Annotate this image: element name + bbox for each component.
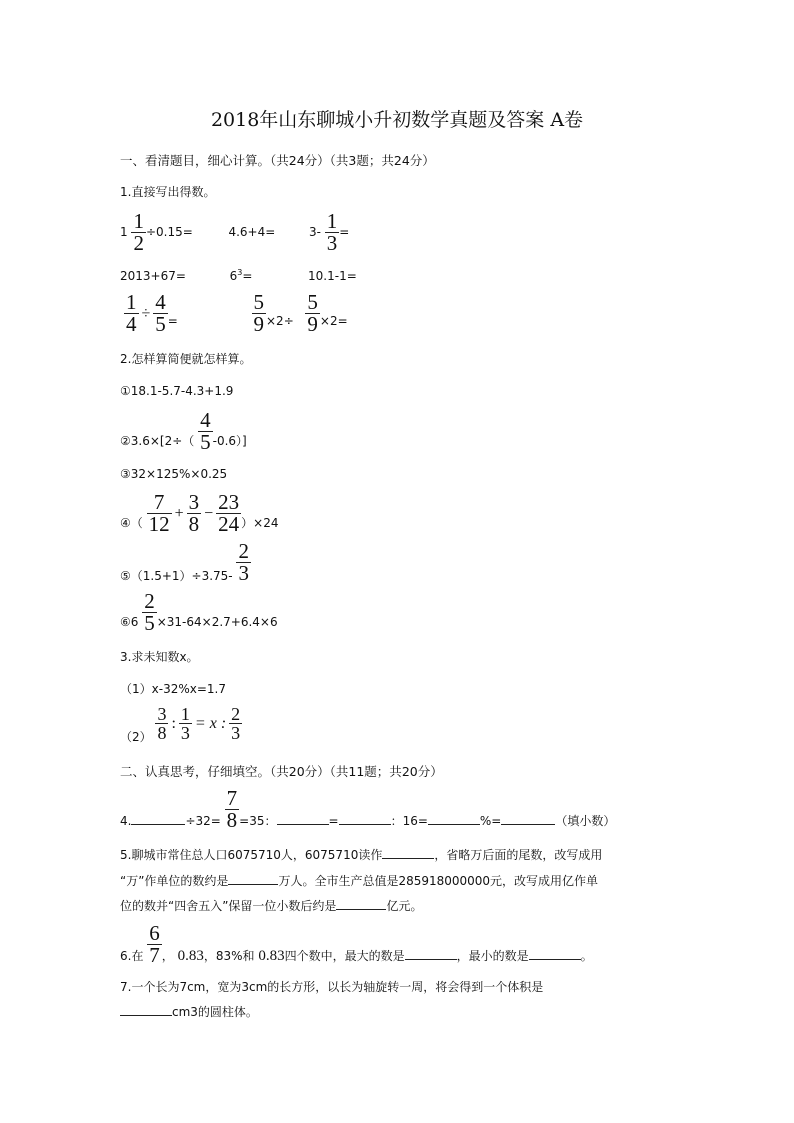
q4-colon16: ：16= — [390, 814, 428, 828]
q7-blank[interactable] — [120, 1004, 172, 1016]
q5-line-3 — [120, 897, 422, 914]
numerator: 3 — [188, 490, 200, 514]
q6 — [120, 923, 593, 966]
q1-a-fraction — [131, 211, 146, 254]
q1-h-suffix: ×2= — [319, 314, 348, 328]
q4-blank-2[interactable] — [277, 813, 329, 825]
q4-div32: ÷32= — [185, 814, 221, 828]
q5-blank-2[interactable] — [228, 873, 278, 885]
denominator: 9 — [253, 312, 264, 336]
q4-equals: = — [328, 814, 339, 828]
denominator: 8 — [226, 808, 238, 832]
numerator: 5 — [307, 290, 318, 314]
q5-line-2-a: “万”作单位的数约是 — [120, 874, 229, 888]
numerator: 7 — [153, 490, 165, 514]
q6-tail-c: 。 — [580, 949, 593, 963]
denominator: 3 — [238, 561, 249, 585]
q4-hint: （填小数） — [555, 814, 616, 828]
minus-operator: − — [204, 504, 214, 522]
denominator: 4 — [126, 312, 137, 336]
q2-item-4-prefix: ④（ — [120, 516, 143, 530]
numerator: 2 — [231, 704, 241, 724]
q1-g2-fraction — [153, 292, 168, 335]
q4-percent: %= — [479, 814, 502, 828]
q2-item-4-fraction-1 — [147, 492, 172, 535]
q1-e-base: 6 — [229, 269, 238, 283]
page-title: 2018年山东聊城小升初数学真题及答案 A卷 — [210, 109, 584, 131]
q6-tail-b: ，最小的数是 — [456, 949, 529, 963]
denominator: 3 — [231, 723, 241, 743]
numerator: 1 — [133, 209, 144, 233]
q2-item-6-suffix: ×31-64×2.7+6.4×6 — [156, 615, 278, 629]
q1-g-suffix: = — [167, 314, 178, 328]
q1-e-suffix: = — [242, 269, 253, 283]
numerator: 4 — [155, 290, 166, 314]
q5-line-2-b: 万人。全市生产总值是285918000000元，改写成用亿作单 — [278, 874, 599, 888]
q1-g1-fraction — [124, 292, 139, 335]
q6-blank-1[interactable] — [405, 948, 457, 960]
q7-line-2 — [120, 1003, 258, 1020]
denominator: 5 — [155, 312, 166, 336]
q2-item-1: ①18.1-5.7-4.3+1.9 — [120, 384, 234, 398]
q2-item-4-suffix: ）×24 — [241, 516, 279, 530]
denominator: 12 — [148, 512, 170, 536]
numerator: 4 — [200, 408, 211, 432]
q5-blank-3[interactable] — [336, 898, 386, 910]
numerator: 3 — [157, 704, 167, 724]
denominator: 2 — [133, 231, 144, 255]
q1-c-fraction — [325, 211, 340, 254]
q6-fraction — [147, 923, 162, 966]
q1-c-prefix: 3- — [308, 225, 321, 239]
q1-row3 — [124, 292, 348, 335]
q4-blank-5[interactable] — [501, 813, 555, 825]
q1-d: 2013+67= — [120, 269, 186, 283]
q2-item-5-fraction — [236, 541, 251, 584]
q2-item-6 — [120, 591, 278, 634]
q6-blank-2[interactable] — [529, 948, 581, 960]
denominator: 3 — [180, 723, 190, 743]
q4-fraction — [225, 788, 240, 831]
q1-b: 4.6+4= — [228, 225, 276, 239]
q2-item-4-fraction-2 — [187, 492, 202, 535]
q7-line-1: 7.一个长为7cm，宽为3cm的长方形，以长为轴旋转一周，将会得到一个体积是 — [120, 980, 544, 994]
numerator: 6 — [149, 921, 160, 945]
q1-e-exponent: 3 — [237, 268, 243, 277]
q3-equation-1: （1）x-32%x=1.7 — [120, 682, 226, 696]
denominator: 9 — [307, 312, 318, 336]
ratio-colon: : — [171, 714, 176, 732]
numerator: 1 — [180, 704, 190, 724]
q1-g-operator: ÷ — [141, 304, 151, 322]
q6-prefix: 6.在 — [120, 949, 144, 963]
q4-blank-4[interactable] — [428, 813, 480, 825]
q3-fraction-3 — [229, 705, 242, 742]
q1-a-prefix: 1 — [120, 225, 128, 239]
numerator: 7 — [226, 786, 238, 810]
q5-line-1-a: 5.聊城市常住总人口6075710人，6075710读作 — [120, 848, 383, 862]
q1-f: 10.1-1= — [308, 269, 357, 283]
section-1-heading: 一、看清题目，细心计算。（共24分）（共3题；共24分） — [120, 153, 435, 168]
denominator: 24 — [218, 512, 240, 536]
q2-item-5-prefix: ⑤（1.5+1）÷3.75- — [120, 569, 233, 583]
q2-item-2-fraction — [198, 410, 213, 453]
q5-line-1-b: ，省略万后面的尾数，改写成用 — [434, 848, 603, 862]
q1-row1 — [120, 211, 349, 254]
q7-line-2-text: cm3的圆柱体。 — [172, 1005, 258, 1019]
numerator: 1 — [126, 290, 137, 314]
q4-blank-3[interactable] — [339, 813, 391, 825]
q2-item-4-fraction-3 — [216, 492, 241, 535]
q4 — [120, 788, 615, 831]
q2-item-6-prefix: ⑥6 — [120, 615, 139, 629]
numerator: 2 — [144, 589, 155, 613]
q6-value-2: 0.83 — [258, 948, 285, 964]
q3-fraction-1 — [155, 705, 168, 742]
q2-item-2 — [120, 410, 247, 453]
q5-line-3-a: 位的数并“四舍五入”保留一位小数后约是 — [120, 899, 337, 913]
denominator: 8 — [157, 723, 167, 743]
q1-h1-fraction — [252, 292, 267, 335]
q4-prefix: 4. — [120, 814, 132, 828]
q2-label: 2.怎样算简便就怎样算。 — [120, 352, 252, 366]
denominator: 7 — [149, 943, 160, 967]
numerator: 2 — [238, 539, 249, 563]
section-2-heading: 二、认真思考，仔细填空。（共20分）（共11题；共20分） — [120, 764, 443, 779]
denominator: 5 — [200, 430, 211, 454]
q6-tail-a: 四个数中，最大的数是 — [284, 949, 405, 963]
denominator: 8 — [188, 512, 200, 536]
q5-blank-1[interactable] — [382, 847, 434, 859]
q3-equation-2-label: （2） — [120, 730, 152, 744]
equals-x-colon: = x : — [194, 714, 227, 732]
q1-label: 1.直接写出得数。 — [120, 185, 216, 199]
q1-row2 — [120, 268, 357, 283]
q6-comma: ， — [161, 949, 174, 963]
numerator: 1 — [326, 209, 338, 233]
q6-value-1: 0.83 — [177, 948, 204, 964]
plus-operator: + — [174, 504, 184, 522]
q5-line-3-b: 亿元。 — [386, 899, 423, 913]
q1-h2-fraction — [305, 292, 320, 335]
q1-h-middle: ×2÷ — [266, 314, 294, 328]
q4-ratio: =35： — [239, 814, 277, 828]
q5-line-2 — [120, 872, 598, 889]
q3-label: 3.求未知数x。 — [120, 650, 199, 664]
numerator: 5 — [253, 290, 264, 314]
numerator: 23 — [218, 490, 240, 514]
q2-item-6-fraction — [142, 591, 157, 634]
q1-c-suffix: = — [339, 225, 350, 239]
denominator: 5 — [144, 611, 155, 635]
denominator: 3 — [326, 231, 338, 255]
q6-middle: ，83%和 — [203, 949, 255, 963]
q2-item-2-prefix: ②3.6×[2÷（ — [120, 434, 195, 448]
q2-item-4 — [120, 492, 278, 535]
q5-line-1 — [120, 846, 602, 863]
q2-item-3: ③32×125%×0.25 — [120, 467, 228, 481]
q3-fraction-2 — [179, 705, 192, 742]
q1-a-suffix: ÷0.15= — [145, 225, 193, 239]
q3-equation-2 — [120, 705, 242, 745]
q4-blank-1[interactable] — [131, 813, 185, 825]
q2-item-5 — [120, 541, 251, 584]
q2-item-2-suffix: -0.6）] — [212, 434, 247, 448]
